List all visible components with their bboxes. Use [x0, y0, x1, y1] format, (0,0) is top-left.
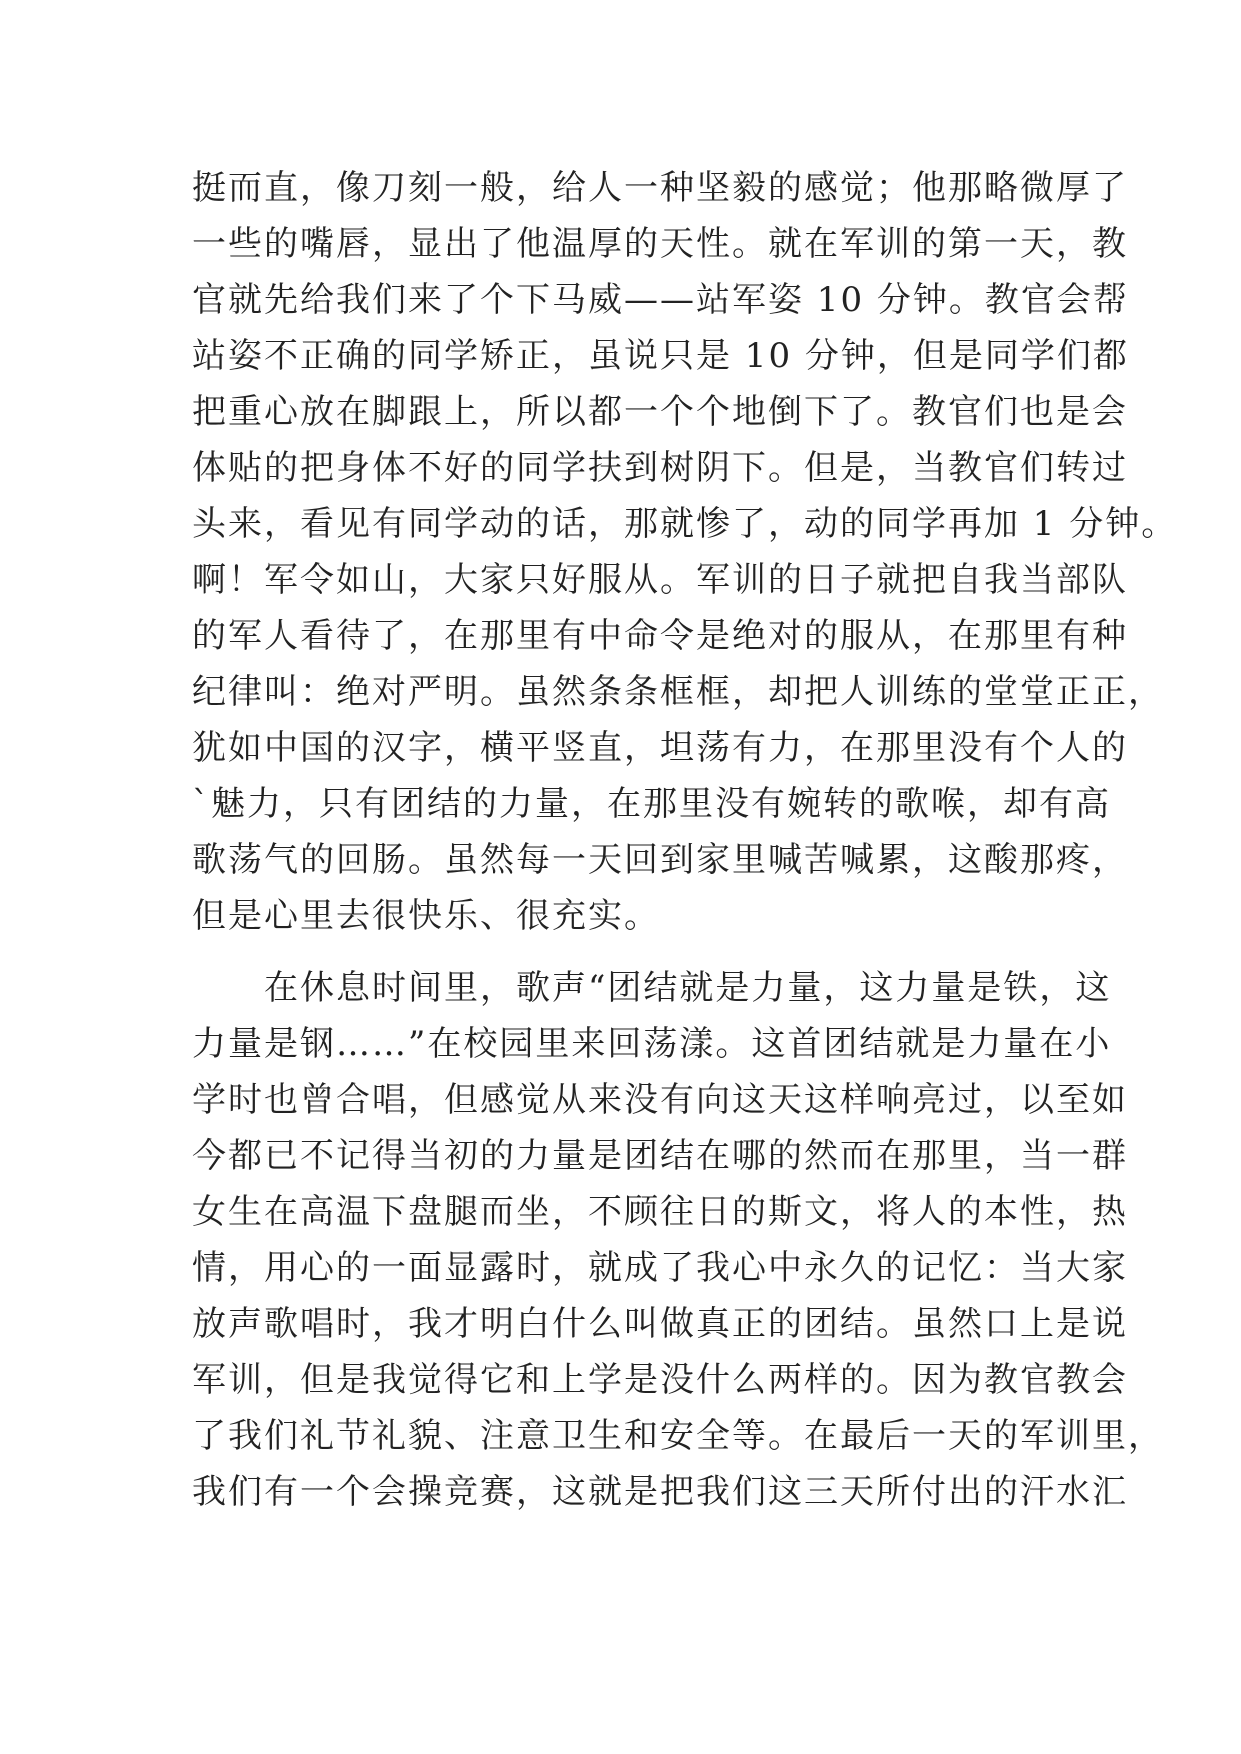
text-line: 军训，但是我觉得它和上学是没什么两样的。因为教官教会 [192, 1360, 1128, 1400]
text-line: 挺而直，像刀刻一般，给人一种坚毅的感觉；他那略微厚了 [192, 168, 1128, 208]
text-line: 犹如中国的汉字，横平竖直，坦荡有力，在那里没有个人的 [192, 728, 1128, 768]
text-line: 学时也曾合唱，但感觉从来没有向这天这样响亮过，以至如 [192, 1080, 1128, 1120]
text-line: 纪律叫：绝对严明。虽然条条框框，却把人训练的堂堂正正， [192, 672, 1164, 712]
text-line: 今都已不记得当初的力量是团结在哪的然而在那里，当一群 [192, 1136, 1128, 1176]
text-line: 一些的嘴唇，显出了他温厚的天性。就在军训的第一天，教 [192, 224, 1128, 264]
text-line: `魅力，只有团结的力量，在那里没有婉转的歌喉，却有高 [192, 784, 1111, 824]
text-line: 体贴的把身体不好的同学扶到树阴下。但是，当教官们转过 [192, 448, 1128, 488]
text-line: 官就先给我们来了个下马威——站军姿 10 分钟。教官会帮 [192, 280, 1129, 320]
text-line: 把重心放在脚跟上，所以都一个个地倒下了。教官们也是会 [192, 392, 1128, 432]
text-line: 啊！军令如山，大家只好服从。军训的日子就把自我当部队 [192, 560, 1128, 600]
paragraph-1 [192, 160, 1178, 944]
text-line: 站姿不正确的同学矫正，虽说只是 10 分钟，但是同学们都 [192, 336, 1129, 376]
document-body [192, 160, 1178, 1520]
text-line: 女生在高温下盘腿而坐，不顾往日的斯文，将人的本性，热 [192, 1192, 1128, 1232]
text-line: 放声歌唱时，我才明白什么叫做真正的团结。虽然口上是说 [192, 1304, 1128, 1344]
text-line: 了我们礼节礼貌、注意卫生和安全等。在最后一天的军训里， [192, 1416, 1164, 1456]
text-line: 力量是钢……”在校园里来回荡漾。这首团结就是力量在小 [192, 1024, 1112, 1064]
text-line: 的军人看待了，在那里有中命令是绝对的服从，在那里有种 [192, 616, 1128, 656]
text-line: 头来，看见有同学动的话，那就惨了，动的同学再加 1 分钟。 [192, 504, 1178, 544]
text-line: 但是心里去很快乐、很充实。 [192, 896, 660, 936]
text-line: 歌荡气的回肠。虽然每一天回到家里喊苦喊累，这酸那疼， [192, 840, 1128, 880]
paragraph-2 [192, 960, 1164, 1520]
paragraph-gap [192, 944, 1052, 960]
text-line: 情，用心的一面显露时，就成了我心中永久的记忆：当大家 [192, 1248, 1128, 1288]
text-line: 我们有一个会操竞赛，这就是把我们这三天所付出的汗水汇 [192, 1472, 1128, 1512]
text-line: 在休息时间里，歌声“团结就是力量，这力量是铁，这 [192, 968, 1112, 1008]
